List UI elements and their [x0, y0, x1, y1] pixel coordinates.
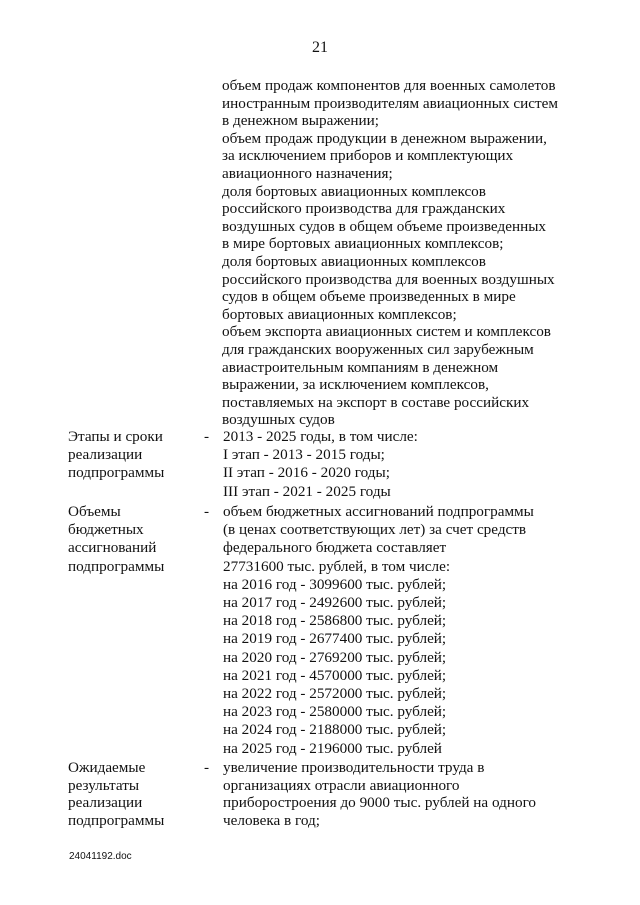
content-line: на 2020 год - 2769200 тыс. рублей; [223, 648, 447, 666]
label-line: Объемы [68, 503, 121, 520]
content-line: человека в год; [223, 811, 320, 829]
label-line: бюджетных [68, 521, 144, 539]
text-line: объем продаж компонентов для военных самолетов [222, 77, 556, 94]
content-line: федерального бюджета составляет [223, 539, 447, 557]
section-dash: - [204, 759, 210, 776]
text-line: доля бортовых авиационных комплексов [222, 182, 486, 200]
content-line: приборостроения до 9000 тыс. рублей на одного [223, 794, 537, 812]
label-line: реализации [68, 446, 143, 464]
label-line: подпрограммы [68, 464, 165, 482]
content-line: на 2017 год - 2492600 тыс. рублей; [223, 594, 447, 612]
content-line: (в ценах соответствующих лет) за счет средств [223, 521, 527, 539]
text-line: воздушных судов в общем объеме произведенных [222, 217, 546, 235]
content-line: на 2019 год - 2677400 тыс. рублей; [223, 630, 447, 648]
label-line: подпрограммы [68, 811, 165, 829]
content-line: на 2024 год - 2188000 тыс. рублей; [223, 721, 447, 739]
section-content [223, 428, 623, 501]
text-line: судов в общем объеме произведенных в мире [222, 288, 516, 306]
content-line: III этап - 2021 - 2025 годы [223, 482, 391, 500]
footer-filename: 24041192.doc [69, 851, 132, 862]
label-line: Этапы и сроки [68, 428, 163, 445]
text-line: для гражданских вооруженных сил зарубежным [222, 340, 534, 358]
text-line: российского производства для гражданских [222, 200, 506, 218]
text-line: бортовых авиационных комплексов; [222, 305, 457, 323]
section-dash: - [204, 503, 210, 520]
text-line: объем продаж продукции в денежном выражении, [222, 129, 547, 147]
text-line: воздушных судов [222, 411, 335, 429]
label-line: Ожидаемые [68, 759, 146, 776]
intro-text-block [222, 77, 622, 429]
label-line: подпрограммы [68, 557, 165, 575]
text-line: поставляемых на экспорт в составе российских [222, 393, 530, 411]
text-line: авиационного назначения; [222, 164, 393, 182]
content-line: I этап - 2013 - 2015 годы; [223, 446, 385, 464]
text-line: доля бортовых авиационных комплексов [222, 252, 486, 270]
text-line: авиастроительным компаниям в денежном [222, 358, 499, 376]
section-content [223, 759, 623, 829]
content-line: на 2023 год - 2580000 тыс. рублей; [223, 703, 447, 721]
text-line: за исключением приборов и комплектующих [222, 147, 514, 165]
content-line: организациях отрасли авиационного [223, 776, 460, 794]
text-line: в мире бортовых авиационных комплексов; [222, 235, 504, 253]
content-line: II этап - 2016 - 2020 годы; [223, 464, 390, 482]
section-label [68, 759, 198, 829]
content-line: на 2022 год - 2572000 тыс. рублей; [223, 685, 447, 703]
text-line: российского производства для военных воздушных [222, 270, 555, 288]
label-line: реализации [68, 794, 143, 812]
page-number: 21 [312, 39, 328, 56]
text-line: объем экспорта авиационных систем и комплексов [222, 323, 551, 341]
content-line: 27731600 тыс. рублей, в том числе: [223, 557, 451, 575]
content-line: на 2018 год - 2586800 тыс. рублей; [223, 612, 447, 630]
section-dash: - [204, 428, 210, 445]
label-line: ассигнований [68, 539, 157, 557]
text-line: выражении, за исключением комплексов, [222, 376, 489, 394]
text-line: в денежном выражении; [222, 112, 379, 130]
section-label [68, 503, 198, 576]
content-line: 2013 - 2025 годы, в том числе: [223, 428, 418, 445]
content-line: объем бюджетных ассигнований подпрограммы [223, 503, 534, 520]
content-line: на 2021 год - 4570000 тыс. рублей; [223, 666, 447, 684]
label-line: результаты [68, 776, 140, 794]
content-line: увеличение производительности труда в [223, 759, 485, 776]
text-line: иностранным производителям авиационных систем [222, 94, 558, 112]
content-line: на 2025 год - 2196000 тыс. рублей [223, 739, 442, 757]
section-content [223, 503, 623, 758]
section-label [68, 428, 198, 483]
content-line: на 2016 год - 3099600 тыс. рублей; [223, 575, 447, 593]
